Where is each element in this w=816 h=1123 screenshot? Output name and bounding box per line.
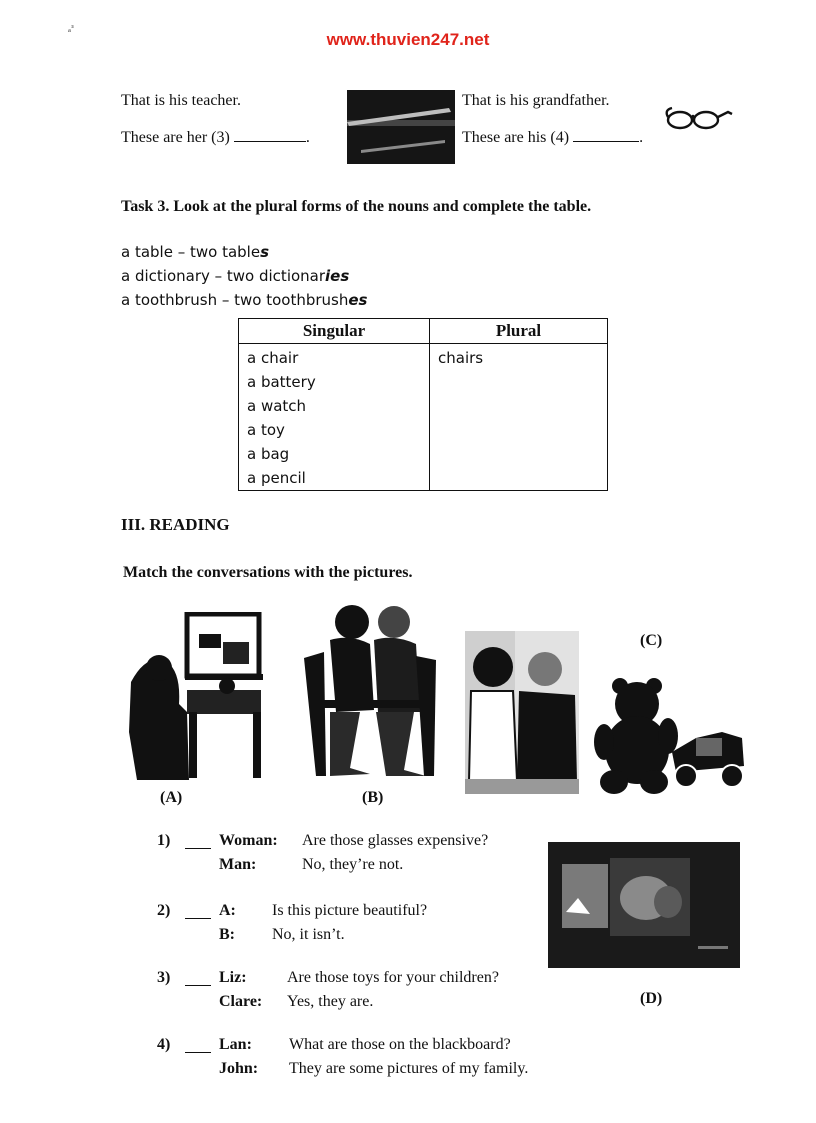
singular-column bbox=[239, 344, 430, 491]
conversation-number: 4) bbox=[157, 1036, 171, 1053]
grandfather-sentence: That is his grandfather. bbox=[462, 92, 610, 109]
corner-mark: ₐᵌ bbox=[68, 22, 74, 34]
line-text: No, it isn’t. bbox=[272, 926, 345, 943]
task3-title: Task 3. Look at the plural forms of the nouns and complete the table. bbox=[121, 198, 592, 215]
singular-cell: a bag bbox=[247, 445, 290, 463]
exercise-3-prefix: These are her (3) bbox=[121, 129, 230, 146]
example-line: a dictionary – two dictionaries bbox=[121, 267, 350, 285]
site-url[interactable]: www.thuvien247.net bbox=[326, 30, 490, 49]
line-text: Are those glasses expensive? bbox=[302, 832, 489, 849]
speaker: Lan: bbox=[219, 1036, 252, 1053]
label-d: (D) bbox=[640, 990, 663, 1007]
exercise-3-line bbox=[121, 127, 310, 147]
conversation-2 bbox=[157, 902, 557, 950]
picture-children bbox=[465, 631, 579, 794]
conversation-4 bbox=[157, 1036, 617, 1084]
singular-cell: a watch bbox=[247, 397, 307, 415]
speaker: Liz: bbox=[219, 969, 247, 986]
conversation-3 bbox=[157, 969, 577, 1017]
label-b: (B) bbox=[362, 789, 384, 806]
plural-examples bbox=[121, 240, 367, 312]
example-line: a toothbrush – two toothbrushes bbox=[121, 291, 368, 309]
conversation-number: 1) bbox=[157, 832, 171, 849]
answer-blank[interactable] bbox=[185, 1040, 211, 1053]
teacher-sentence: That is his teacher. bbox=[121, 92, 241, 109]
label-a: (A) bbox=[160, 789, 183, 806]
answer-blank[interactable] bbox=[185, 836, 211, 849]
reading-heading: III. READING bbox=[121, 515, 230, 534]
speaker: Clare: bbox=[219, 993, 263, 1010]
answer-blank[interactable] bbox=[185, 973, 211, 986]
speaker: A: bbox=[219, 902, 236, 919]
speaker: B: bbox=[219, 926, 235, 943]
line-text: No, they’re not. bbox=[302, 856, 404, 873]
line-text: They are some pictures of my family. bbox=[289, 1060, 529, 1077]
plural-cell: chairs bbox=[438, 349, 484, 367]
plural-column[interactable] bbox=[430, 344, 608, 491]
answer-blank-3[interactable] bbox=[234, 127, 306, 142]
speaker: Woman: bbox=[219, 832, 278, 849]
conversation-number: 3) bbox=[157, 969, 171, 986]
plural-table bbox=[238, 318, 608, 491]
reading-instruction: Match the conversations with the pictures. bbox=[123, 564, 413, 581]
line-text: Are those toys for your children? bbox=[287, 969, 499, 986]
conversation-1 bbox=[157, 832, 557, 880]
line-text: Yes, they are. bbox=[287, 993, 374, 1010]
example-line: a table – two tables bbox=[121, 243, 270, 261]
singular-header: Singular bbox=[239, 319, 430, 344]
line-text: What are those on the blackboard? bbox=[289, 1036, 511, 1053]
picture-a bbox=[127, 612, 265, 780]
conversation-number: 2) bbox=[157, 902, 171, 919]
label-c: (C) bbox=[640, 632, 663, 649]
picture-b bbox=[290, 600, 438, 780]
singular-cell: a pencil bbox=[247, 469, 306, 487]
picture-d bbox=[548, 842, 740, 968]
exercise-4-suffix: . bbox=[639, 129, 644, 146]
answer-blank-4[interactable] bbox=[573, 127, 639, 142]
singular-cell: a toy bbox=[247, 421, 285, 439]
plural-header: Plural bbox=[430, 319, 608, 344]
speaker: Man: bbox=[219, 856, 257, 873]
glasses-icon bbox=[660, 100, 734, 136]
picture-toys bbox=[592, 676, 750, 798]
exercise-4-prefix: These are his (4) bbox=[462, 129, 570, 146]
speaker: John: bbox=[219, 1060, 259, 1077]
exercise-4-line bbox=[462, 127, 643, 147]
line-text: Is this picture beautiful? bbox=[272, 902, 428, 919]
pens-photo bbox=[341, 90, 455, 164]
singular-cell: a chair bbox=[247, 349, 299, 367]
answer-blank[interactable] bbox=[185, 906, 211, 919]
exercise-3-suffix: . bbox=[305, 129, 310, 146]
singular-cell: a battery bbox=[247, 373, 316, 391]
